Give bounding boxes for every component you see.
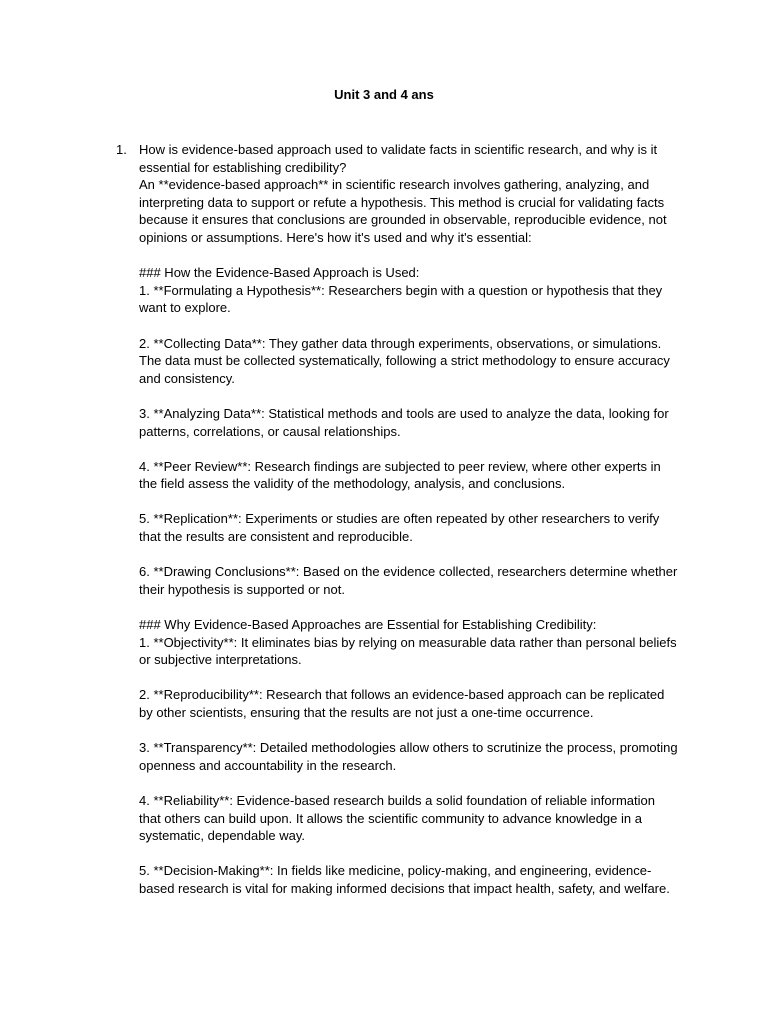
list-item: 4. **Peer Review**: Research findings are subjected to peer review, where other experts in the field assess the validity of the methodology, analysis, and conclusions. xyxy=(139,458,661,492)
list-item: 4. **Reliability**: Evidence-based research builds a solid foundation of reliable information that others can build upon. It allows the scientific community to advance knowledge in a systematic, dependable way. xyxy=(139,792,655,844)
section-heading-why-essential: ### Why Evidence-Based Approaches are Essential for Establishing Credibility: xyxy=(139,617,597,633)
list-item: 5. **Decision-Making**: In fields like medicine, policy-making, and engineering, evidence-based research is vital for making informed decisions that impact health, safety, and welfare. xyxy=(139,863,670,896)
document-title: Unit 3 and 4 ans xyxy=(334,87,434,102)
question-text: How is evidence-based approach used to validate facts in scientific research, and why is it essential for establishing credibility? xyxy=(139,142,658,175)
list-item: 3. **Analyzing Data**: Statistical methods and tools are used to analyze the data, looking for patterns, correlations, or causal relationships. xyxy=(139,405,669,439)
answer-content xyxy=(139,141,679,898)
list-item: 5. **Replication**: Experiments or studies are often repeated by other researchers to verify that the results are consistent and reproducible. xyxy=(139,511,660,545)
list-item: 3. **Transparency**: Detailed methodologies allow others to scrutinize the process, promoting openness and accountability in the research. xyxy=(139,740,678,773)
list-item: 2. **Reproducibility**: Research that follows an evidence-based approach can be replicated by other scientists, ensuring that the results are not just a one-time occurrence. xyxy=(139,687,665,720)
answer-intro: An **evidence-based approach** in scientific research involves gathering, analyzing, and interpreting data to support or refute a hypothesis. This method is crucial for validating facts because it ensures that conclusions are grounded in observable, reproducible evidence, not opinions or assumptions. Here's how it's used and why it's essential: xyxy=(139,177,667,245)
list-item: 1. **Formulating a Hypothesis**: Researchers begin with a question or hypothesis that they want to explore. xyxy=(139,282,663,316)
question-number: 1. xyxy=(116,142,127,157)
list-item: 1. **Objectivity**: It eliminates bias by relying on measurable data rather than personal beliefs or subjective interpretations. xyxy=(139,634,677,668)
section-heading-how-used: ### How the Evidence-Based Approach is Used: xyxy=(139,265,420,281)
list-item: 2. **Collecting Data**: They gather data through experiments, observations, or simulations. The data must be collected systematically, following a strict methodology to ensure accuracy and consistency. xyxy=(139,335,670,386)
list-item: 6. **Drawing Conclusions**: Based on the evidence collected, researchers determine whether their hypothesis is supported or not. xyxy=(139,564,678,597)
